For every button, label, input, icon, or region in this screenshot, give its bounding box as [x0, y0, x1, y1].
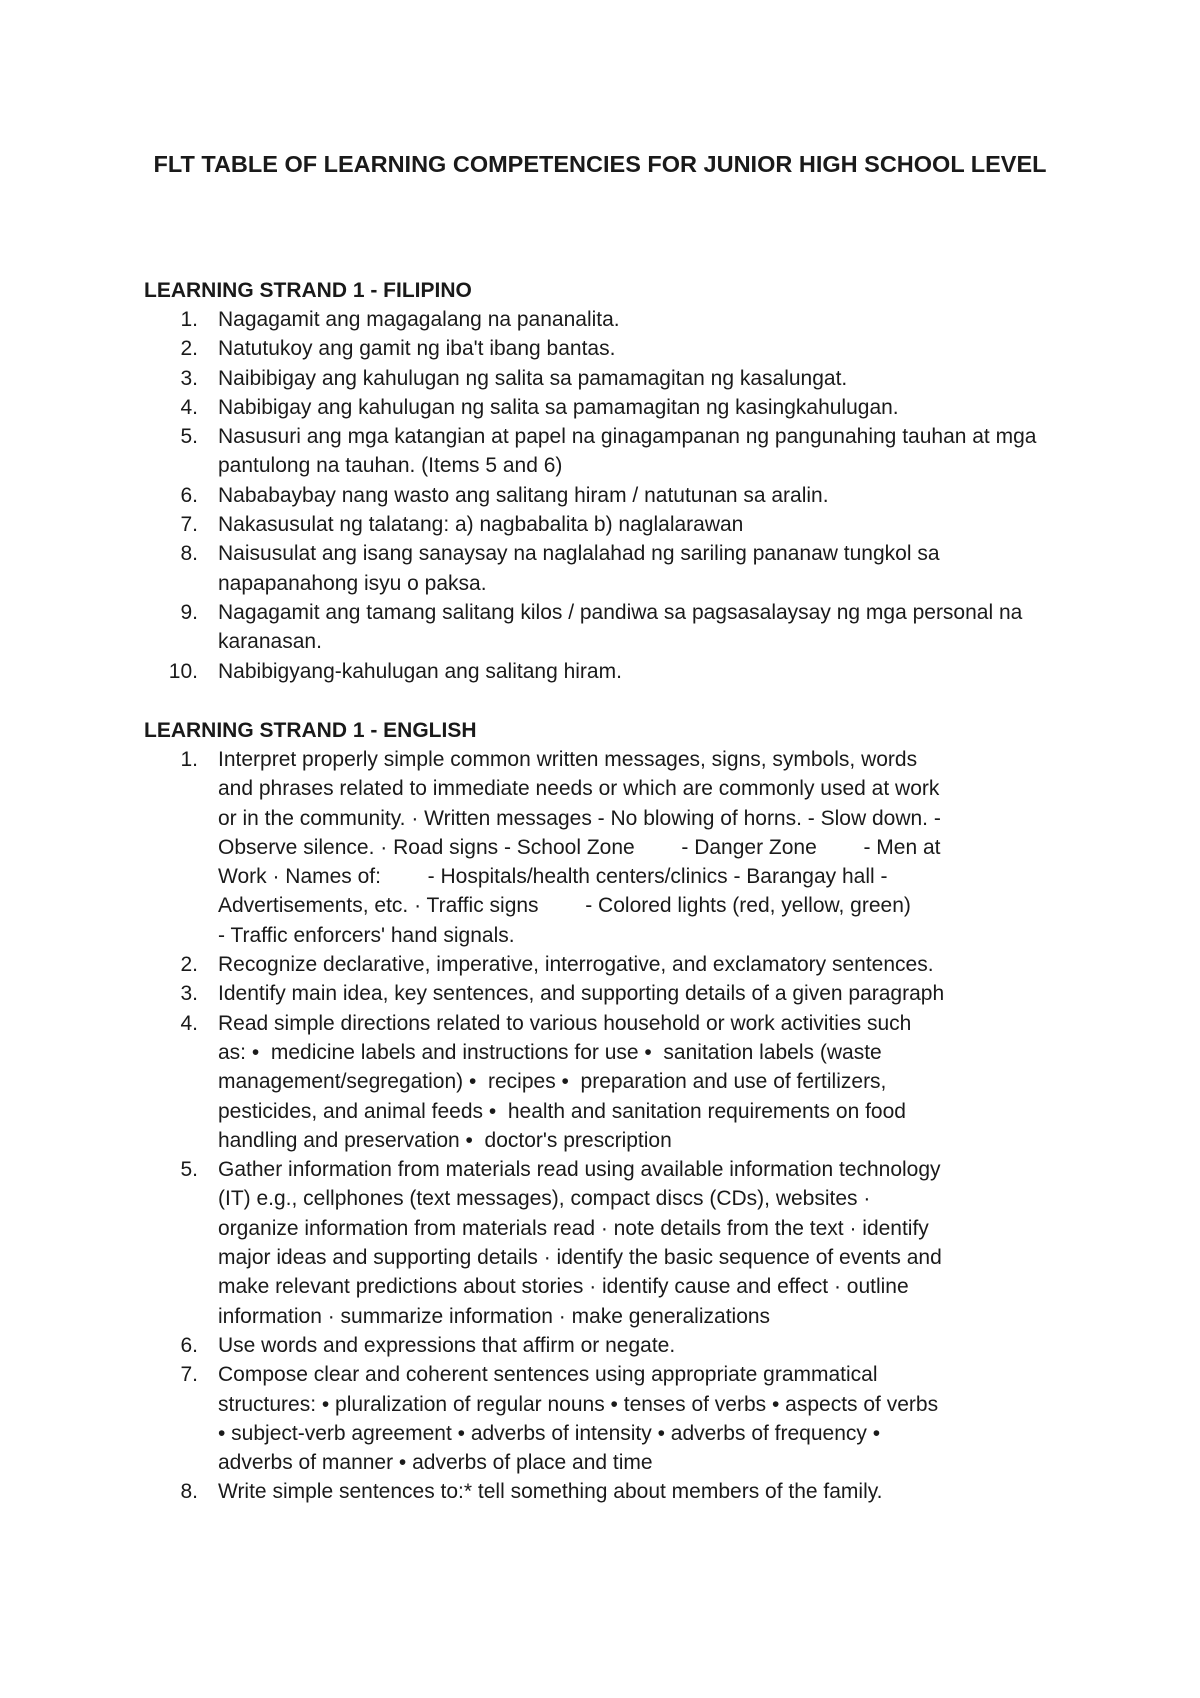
item-number: 2. [180, 953, 198, 977]
list-item [144, 481, 1064, 510]
item-number: 9. [180, 600, 198, 624]
item-line: Gather information from materials read using available information technology [218, 1158, 941, 1182]
item-number: 6. [180, 1333, 198, 1357]
item-number: 1. [180, 308, 198, 331]
item-line: Work · Names of: - Hospitals/health centers/clinics - Barangay hall - [218, 865, 888, 889]
item-number: 3. [180, 366, 198, 390]
list-item [144, 422, 1064, 481]
item-line: make relevant predictions about stories · identify cause and effect · outline [218, 1275, 909, 1299]
item-text: Recognize declarative, imperative, interrogative, and exclamatory sentences. [218, 953, 934, 977]
list-item [144, 1477, 1064, 1506]
list-item [144, 539, 1064, 598]
item-line: Observe silence. · Road signs - School Zone - Danger Zone - Men at [218, 835, 941, 859]
list-item [144, 598, 1064, 657]
item-number: 5. [180, 1158, 198, 1182]
item-line: or in the community. · Written messages - No blowing of horns. - Slow down. - [218, 806, 941, 830]
item-text: Write simple sentences to:* tell something about members of the family. [218, 1480, 883, 1504]
item-number: 6. [180, 483, 198, 507]
item-line: Compose clear and coherent sentences using appropriate grammatical [218, 1363, 878, 1387]
item-text: Naisusulat ang isang sanaysay na naglalahad ng sariling pananaw tungkol sa napapanahong isyu o paksa. [218, 542, 940, 595]
item-number: 7. [180, 513, 198, 537]
item-line: Interpret properly simple common written messages, signs, symbols, words [218, 748, 918, 771]
section-heading: LEARNING STRAND 1 - FILIPINO [144, 279, 472, 302]
list-item [144, 1009, 1064, 1155]
document-title: FLT TABLE OF LEARNING COMPETENCIES FOR JUNIOR HIGH SCHOOL LEVEL [153, 151, 1047, 177]
item-number: 3. [180, 982, 198, 1006]
item-number: 4. [180, 1011, 198, 1035]
item-line: major ideas and supporting details · identify the basic sequence of events and [218, 1246, 942, 1270]
list-item [144, 657, 1064, 686]
list-item [144, 305, 1064, 334]
competency-list [144, 745, 1064, 1507]
item-number: 8. [180, 542, 198, 566]
list-item [144, 510, 1064, 539]
item-line: Read simple directions related to various household or work activities such [218, 1011, 912, 1035]
item-line: Advertisements, etc. · Traffic signs - Colored lights (red, yellow, green) [218, 894, 911, 918]
item-number: 10. [168, 659, 198, 683]
item-text: Nababaybay nang wasto ang salitang hiram / natutunan sa aralin. [218, 483, 829, 507]
item-text: Nagagamit ang magagalang na pananalita. [218, 308, 620, 331]
item-number: 4. [180, 395, 198, 419]
item-number: 5. [180, 425, 198, 449]
item-text: Use words and expressions that affirm or negate. [218, 1333, 676, 1357]
item-line: adverbs of manner • adverbs of place and time [218, 1451, 653, 1475]
list-item [144, 950, 1064, 979]
list-item [144, 1155, 1064, 1331]
item-text: Nasusuri ang mga katangian at papel na ginagampanan ng pangunahing tauhan at mga pantulong na tauhan. (Items 5 and 6) [218, 425, 1037, 478]
item-line: management/segregation) • recipes • preparation and use of fertilizers, [218, 1070, 887, 1094]
list-item [144, 364, 1064, 393]
list-item [144, 334, 1064, 363]
item-number: 1. [180, 748, 198, 771]
item-line: pesticides, and animal feeds • health and sanitation requirements on food [218, 1099, 906, 1123]
list-item [144, 745, 1064, 950]
item-text: Naibibigay ang kahulugan ng salita sa pamamagitan ng kasalungat. [218, 366, 848, 390]
competency-list [144, 305, 1064, 686]
item-line: • subject-verb agreement • adverbs of intensity • adverbs of frequency • [218, 1421, 881, 1445]
item-text: Natutukoy ang gamit ng iba't ibang bantas. [218, 337, 616, 361]
item-line: - Traffic enforcers' hand signals. [218, 923, 515, 947]
item-text: Nabibigyang-kahulugan ang salitang hiram. [218, 659, 622, 683]
list-item [144, 979, 1064, 1008]
item-number: 7. [180, 1363, 198, 1387]
section-english [144, 716, 1064, 1507]
item-line: handling and preservation • doctor's prescription [218, 1128, 672, 1152]
item-line: information · summarize information · make generalizations [218, 1304, 771, 1328]
item-line: as: • medicine labels and instructions for use • sanitation labels (waste [218, 1040, 882, 1064]
item-text: Nabibigay ang kahulugan ng salita sa pamamagitan ng kasingkahulugan. [218, 395, 899, 419]
item-line: and phrases related to immediate needs or which are commonly used at work [218, 777, 940, 801]
item-number: 8. [180, 1480, 198, 1504]
item-text: Nagagamit ang tamang salitang kilos / pandiwa sa pagsasalaysay ng mga personal na karanasan. [218, 600, 1023, 654]
list-item [144, 1360, 1064, 1477]
item-text: Identify main idea, key sentences, and supporting details of a given paragraph [218, 982, 945, 1006]
item-line: structures: • pluralization of regular nouns • tenses of verbs • aspects of verbs [218, 1392, 939, 1416]
list-item [144, 1331, 1064, 1360]
list-item [144, 393, 1064, 422]
section-filipino [144, 276, 1064, 686]
item-text: Nakasusulat ng talatang: a) nagbabalita b) naglalarawan [218, 513, 744, 537]
item-line: organize information from materials read · note details from the text · identify [218, 1216, 929, 1240]
item-line: (IT) e.g., cellphones (text messages), compact discs (CDs), websites · [218, 1187, 871, 1211]
section-heading: LEARNING STRAND 1 - ENGLISH [144, 719, 477, 742]
item-number: 2. [180, 337, 198, 361]
